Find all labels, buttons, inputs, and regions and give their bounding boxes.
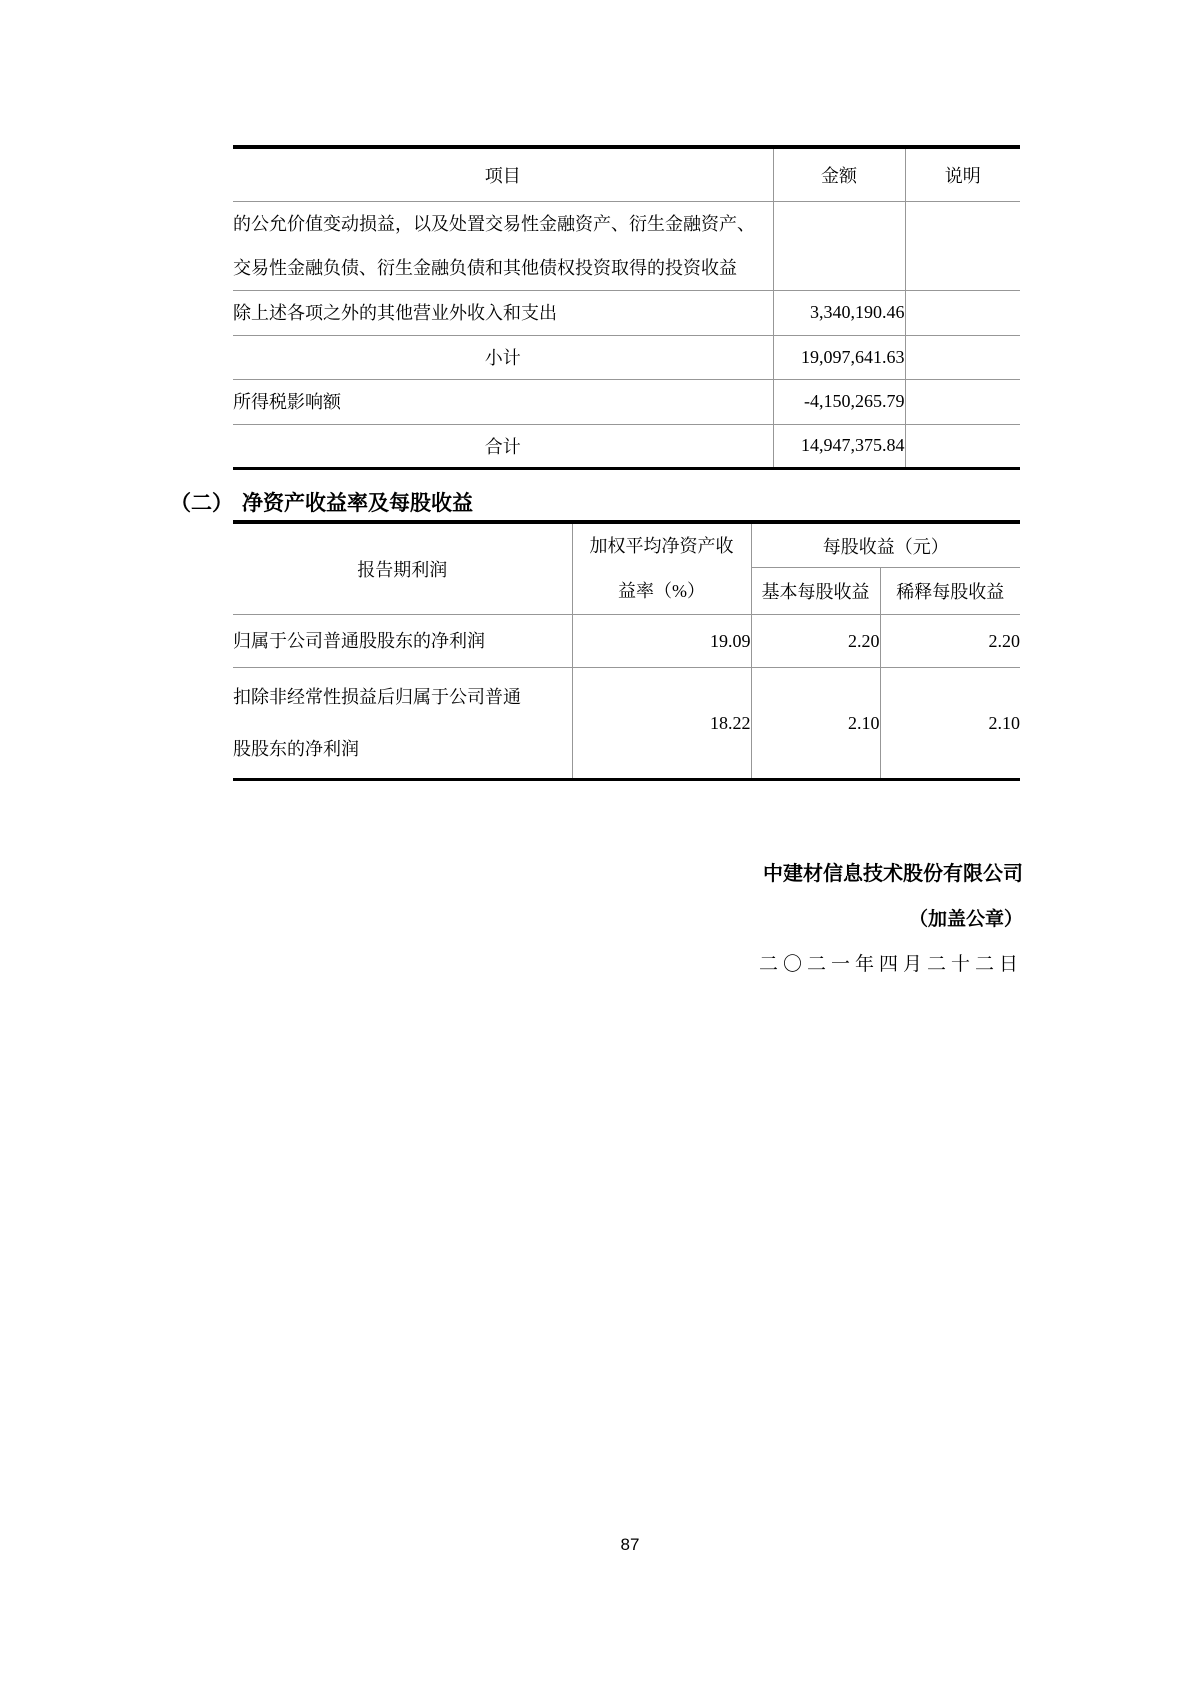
header-roe (572, 522, 751, 615)
item-line: 交易性金融负债、衍生金融负债和其他债权投资取得的投资收益 (233, 257, 737, 278)
non-recurring-items-table (233, 145, 1020, 470)
cell-amount: 14,947,375.84 (773, 424, 905, 468)
page-number: 87 (620, 1535, 640, 1554)
cell-roe: 19.09 (572, 615, 751, 668)
cell-amount: -4,150,265.79 (773, 379, 905, 424)
cell-note (905, 424, 1020, 468)
cell-note (905, 290, 1020, 335)
section-number: （二） (170, 491, 233, 515)
table-row (233, 668, 1020, 780)
header-roe-line: 加权平均净资产收 (589, 536, 734, 556)
header-amount: 金额 (773, 147, 905, 201)
header-item: 项目 (233, 147, 773, 201)
cell-item (233, 668, 572, 780)
roe-eps-table (233, 520, 1020, 781)
table-row (233, 201, 1020, 290)
cell-eps-diluted: 2.20 (880, 615, 1020, 668)
table-row (233, 290, 1020, 335)
cell-amount: 19,097,641.63 (773, 335, 905, 379)
cell-note (905, 335, 1020, 379)
cell-item (233, 201, 773, 290)
cell-eps-basic: 2.10 (751, 668, 880, 780)
header-eps-diluted: 稀释每股收益 (880, 568, 1020, 615)
table-row (233, 379, 1020, 424)
table-header-row (233, 522, 1020, 568)
table-row-subtotal (233, 335, 1020, 379)
cell-item (233, 290, 773, 335)
cell-item (233, 615, 572, 668)
header-roe-line: 益率（%） (618, 581, 705, 601)
signature-date: 二〇二一年四月二十二日 (758, 954, 1023, 975)
company-signature-block (759, 852, 1023, 987)
company-name: 中建材信息技术股份有限公司 (763, 863, 1023, 885)
table-row (233, 615, 1020, 668)
cell-amount: 3,340,190.46 (773, 290, 905, 335)
item-line: 的公允价值变动损益，以及处置交易性金融资产、衍生金融资产、 (233, 213, 755, 234)
item-line: 股股东的净利润 (233, 739, 359, 759)
header-period: 报告期利润 (233, 522, 572, 615)
cell-eps-basic: 2.20 (751, 615, 880, 668)
item-line: 归属于公司普通股股东的净利润 (233, 631, 485, 651)
section-title: 净资产收益率及每股收益 (242, 491, 473, 515)
header-eps-group: 每股收益（元） (751, 522, 1020, 568)
item-line: 除上述各项之外的其他营业外收入和支出 (233, 302, 557, 323)
section-heading (170, 487, 473, 517)
cell-item: 小计 (233, 335, 773, 379)
cell-item (233, 379, 773, 424)
table-row-total (233, 424, 1020, 468)
cell-note (905, 379, 1020, 424)
cell-amount (773, 201, 905, 290)
header-note: 说明 (905, 147, 1020, 201)
cell-roe: 18.22 (572, 668, 751, 780)
cell-eps-diluted: 2.10 (988, 712, 1020, 733)
header-eps-basic: 基本每股收益 (751, 568, 880, 615)
cell-note (905, 201, 1020, 290)
item-line: 扣除非经常性损益后归属于公司普通 (233, 687, 521, 707)
item-line: 所得税影响额 (233, 391, 341, 412)
table-header-row (233, 147, 1020, 201)
cell-item: 合计 (233, 424, 773, 468)
seal-note: （加盖公章） (908, 909, 1023, 930)
